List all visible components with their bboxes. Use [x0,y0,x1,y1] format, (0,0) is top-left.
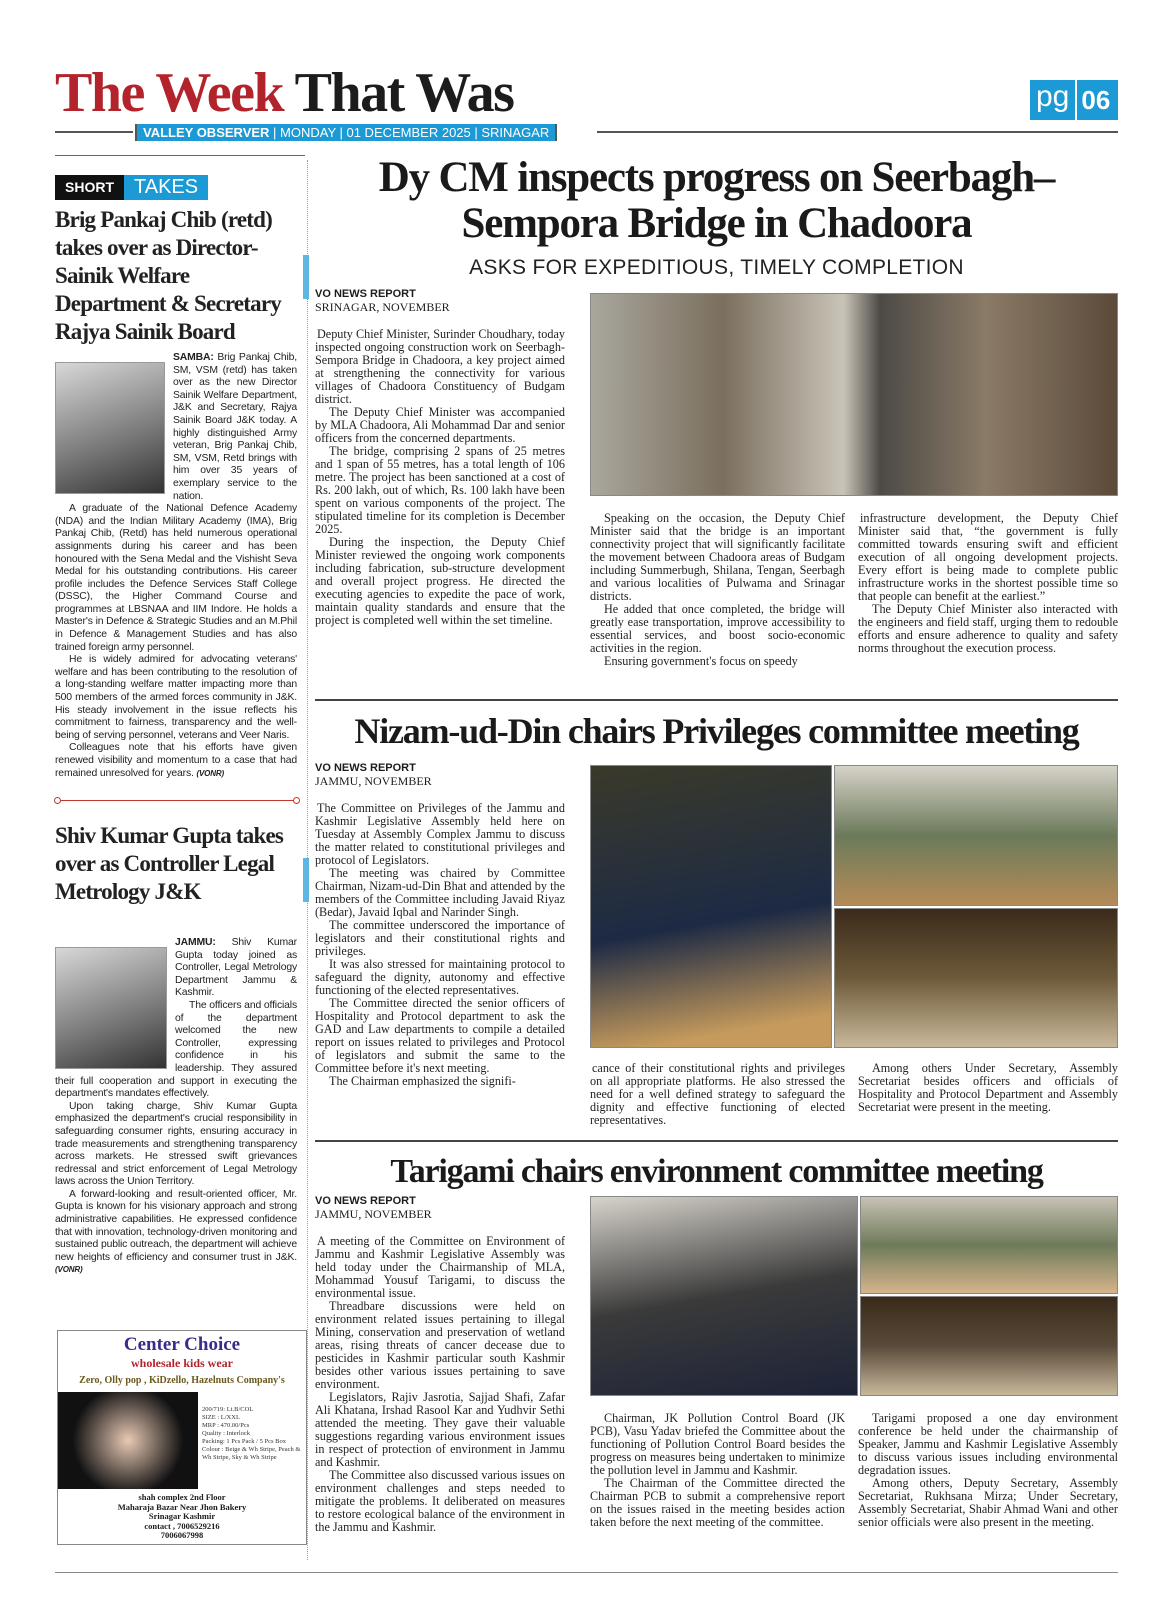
divider [55,131,133,133]
dateline-bar: VALLEY OBSERVER | MONDAY | 01 DECEMBER 2025 | SRINAGAR [135,124,557,141]
meeting-photo [834,908,1118,1048]
divider [597,131,1118,133]
bridge-inspection-photo [590,293,1118,496]
article-body-col1: VO NEWS REPORT JAMMU, NOVEMBER The Committee on Privileges of the Jammu and Kashmir Legislative Assembly held here on Tuesday at Assembly Complex Jammu to discuss the matter related to constitutional privileges and protocol of Legislators. The meeting was chaired by Committee Chairman, Nizam-ud-Din Bhat and attended by the members of the Committee including Javaid Riyaz (Bedar), Javaid Iqbal and Narinder Singh. The committee underscored the importance of legislators and their constitutional rights and privileges. It was also stressed for maintaining protocol to safeguard the dignity, autonomy and effective functioning of the elected representatives. The Committee directed the senior officers of Hospitality and Protocol department to ask the GAD and Law departments to compile a detailed report on issues related to privileges and Protocol of legislators and submit the same to the Committee before it's next meeting. The Chairman emphasized the signifi- [315,762,565,1088]
article-body-col2: cance of their constitutional rights and privileges on all appropriate platforms. He also stressed the need for a well defined strategy to safeguard the dignity and effective functioning of elected representatives. [590,1061,845,1127]
article-divider [315,699,1118,701]
chairman-photo [590,765,832,1048]
article-subhead: ASKS FOR EXPEDITIOUS, TIMELY COMPLETION [469,256,964,279]
article-headline: Dy CM inspects progress on Seerbagh–Sempora Bridge in Chadoora [378,154,1055,247]
divider [55,155,305,156]
article-headline: Tarigami chairs environment committee meeting [390,1153,1043,1190]
page-number-badge: pg 06 [1030,80,1118,120]
short-takes-label: SHORT TAKES [55,175,208,200]
article-body-col3: Tarigami proposed a one day environment conference be held under the chairmanship of Speaker, Jammu and Kashmir Legislative Assembly to discuss various issues including environmental degradation issues. Among others, Deputy Secretary, Assembly Secretariat, Rukhsana Mirza; Under Secretary, Assembly Secretariat, Shabir Ahmad Wani and other senior officials were also present in the meeting. [858,1411,1118,1529]
section-title: The Week That Was [55,62,514,124]
article-body-col1: VO NEWS REPORT JAMMU, NOVEMBER A meeting of the Committee on Environment of Jammu and Kashmir Legislative Assembly was held today under the Chairmanship of MLA, Mohammad Yousuf Tarigami, to discuss the environmental issue. Threadbare discussions were held on environment related issues pertaining to illegal Mining, conservation and preservation of wetland areas, rising threats of cancer decease due to pesticides in Kashmir particular south Kashmir besides other various issues pertaining to save environment. Legislators, Rajiv Jasrotia, Sajjad Shafi, Zafar Ali Khatana, Irshad Rasool Kar and Yudhvir Sethi attended the meeting. They gave their valuable suggestions regarding various environment issues in respect of protection of environment in Jammu and Kashmir. The Committee also discussed various issues on environment challenges and steps needed to mitigate the problems. It deliberated on measures to restore ecological balance of the environment in the Jammu and Kashmir. [315,1195,565,1534]
product-photo [58,1392,198,1489]
portrait-photo [55,362,165,494]
story-headline: Brig Pankaj Chib (retd) takes over as Director- Sainik Welfare Department & Secretary Rajya Sainik Board [55,207,281,344]
page-bottom-rule [55,1572,1118,1573]
meeting-photo [860,1296,1118,1396]
article-headline: Nizam-ud-Din chairs Privileges committee meeting [354,711,1079,751]
divider-dot [293,797,300,804]
article-body-col3: Among others Under Secretary, Assembly Secretariat besides officers and officials of Hospitality and Protocol Department and Assembly Secretariat were present in the meeting. [858,1061,1118,1114]
advertisement[interactable]: Center Choice wholesale kids wear Zero, Olly pop , KiDzello, Hazelnuts Company's 200/719: Lt.B/COL SIZE : L/XXL MRP : 470.00/Pcs Quality : Interlock Packing: 1 Pcs Pack / 5 Pcs Box Colour : Beige & Wh Stripe, Peach & Wh Stripe, Sky & Wh Stripe shah complex 2nd Floor Maharaja Bazar Near Jhon Bakery Srinagar Kashmir contact , 7006529216 7006067998 [57,1330,307,1545]
article-body-col2: Chairman, JK Pollution Control Board (JK PCB), Vasu Yadav briefed the Committee about the functioning of Pollution Control Board besides the progress on measures being undertaken to minimize the pollution level in Jammu and Kashmir. The Chairman of the Committee directed the Chairman PCB to submit a comprehensive report on the issues raised in the meeting besides action taken before the next meeting of the committee. [590,1411,845,1529]
article-body-col2: Speaking on the occasion, the Deputy Chief Minister said that the bridge is an important connectivity project that will significantly facilitate the movement between Chadoora areas of Budgam including Summerbugh, Shilana, Tengan, Seerbagh and various localities of Pulwama and Srinagar districts. He added that once completed, the bridge will greatly ease transportation, improve accessibility to essential services, and boost socio-economic activities in the region. Ensuring government's focus on speedy [590,511,845,668]
story-divider [57,800,297,801]
story-body: JAMMU: Shiv Kumar Gupta today joined as Controller, Legal Metrology Department Jammu & Kashmir. The officers and officials of the department welcomed the new Controller, expressing confidence in his leadership. They assured their full cooperation and support in executing the department's mandates effectively. Upon taking charge, Shiv Kumar Gupta emphasized the department's crucial responsibility in safeguarding consumer rights, ensuring accuracy in trade measurements and strengthening transparency across markets. He stressed swift grievances redressal and strict enforcement of Legal Metrology laws across the Union Territory. A forward-looking and result-oriented officer, Mr. Gupta is known for his visionary approach and strong administrative capabilities. He expressed confidence that with innovation, technology-driven monitoring and sustained public outreach, the department will achieve new heights of efficiency and consumer trust in J&K. (VONR) [55,937,297,1275]
portrait-photo [55,947,167,1069]
column-marker [303,858,309,902]
article-divider [315,1140,1118,1142]
article-body-col3: infrastructure development, the Deputy Chief Minister said that, “the government is fully committed towards ensuring swift and efficient execution of all ongoing development projects. Every effort is being made to complete public infrastructure works in the shortest possible time so that people can benefit at the earliest.” The Deputy Chief Minister also interacted with the engineers and field staff, urging them to redouble efforts and ensure adherence to quality and safety norms throughout the execution process. [858,511,1118,655]
article-body-col1: VO NEWS REPORT SRINAGAR, NOVEMBER Deputy Chief Minister, Surinder Choudhary, today inspected ongoing construction work on Seerbagh- Sempora Bridge in Chadoora, a key project aimed at strengthening the connectivity for various villages of Chadoora Constituency of Budgam district. The Deputy Chief Minister was accompanied by MLA Chadoora, Ali Mohammad Dar and senior officers from the concerned departments. The bridge, comprising 2 spans of 25 metres and 1 span of 55 metres, has a total length of 106 metre. The project has been sanctioned at a cost of Rs. 200 lakh, out of which, Rs. 100 lakh have been spent on various components of the project. The stipulated timeline for its completion is December 2025. During the inspection, the Deputy Chief Minister reviewed the ongoing work components including fabrication, sub-structure development and overall project progress. He directed the executing agencies to expedite the pace of work, maintain quality standards and ensure that the project is completed well within the set timeline. [315,288,565,627]
story-headline: Shiv Kumar Gupta takes over as Controller Legal Metrology J&K [55,823,283,904]
divider-dot [54,797,61,804]
story-body: SAMBA: Brig Pankaj Chib, SM, VSM (retd) has taken over as the new Director Sainik Welfare Department, J&K and Secretary, Rajya Sainik Board J&K today. A highly distinguished Army veteran, Brig Pankaj Chib, SM, VSM, Retd brings with him over 35 years of exemplary service to the nation. A graduate of the National Defence Academy (NDA) and the Indian Military Academy (IMA), Brig Pankaj Chib, (Retd) has held numerous operational assignments during his career and has been honoured with the Sena Medal and the Vishisht Seva Medal for his outstanding contributions. His career profile includes the Defence Services Staff College (DSSC), the Higher Command Course and programmes at LBSNAA and IIM Indore. He holds a Master's in Defence & Strategic Studies and an M.Phil in Defence & Management Studies and has also trained foreign army personnel. He is widely admired for advocating veterans' welfare and has been contributing to the resolution of a long-standing welfare matter impacting more than 500 members of the armed forces community in J&K. His steady involvement in the issue reflects his commitment to fairness, transparency and the well-being of serving personnel, veterans and Veer Naris. Colleagues note that his efforts have given renewed visibility and momentum to a case that had remained unresolved for years. (VONR) [55,352,297,779]
meeting-photo [834,765,1118,906]
chairman-photo [590,1196,858,1396]
meeting-photo [860,1196,1118,1294]
